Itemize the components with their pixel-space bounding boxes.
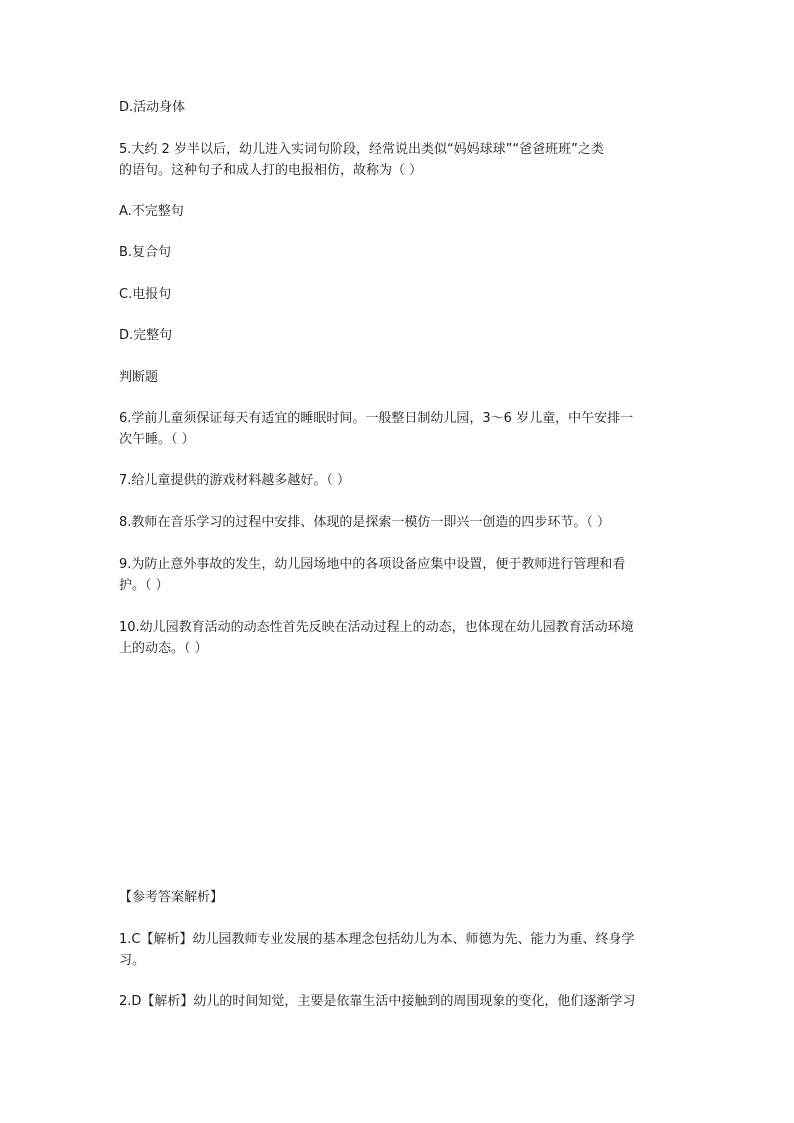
question-10 bbox=[119, 617, 675, 659]
question-6-line-2: 次午睡。（ ） bbox=[119, 432, 195, 447]
answer-2-line-1: 2.D【解析】幼儿的时间知觉，主要是依靠生活中接触到的周围现象的变化，他们逐渐学习 bbox=[119, 994, 636, 1009]
answer-1 bbox=[119, 929, 675, 971]
answers-heading: 【参考答案解析】 bbox=[119, 890, 224, 905]
question-9-line-1: 9.为防止意外事故的发生，幼儿园场地中的各项设备应集中设置，便于教师进行管理和看 bbox=[119, 557, 626, 572]
question-8: 8.教师在音乐学习的过程中安排、体现的是探索一模仿一即兴一创造的四步环节。（ ） bbox=[119, 515, 611, 530]
answer-1-line-2: 习。 bbox=[119, 953, 146, 968]
question-6 bbox=[119, 408, 675, 450]
question-5-line-2: 的语句。这种句子和成人打的电报相仿，故称为（ ） bbox=[119, 163, 423, 178]
answer-2 bbox=[119, 991, 675, 1012]
q5-option-c: C.电报句 bbox=[119, 287, 172, 302]
question-5-line-1: 5.大约 2 岁半以后，幼儿进入实词句阶段，经常说出类似“妈妈球球”“爸爸班班”之类 bbox=[119, 142, 604, 157]
section-heading-judgment: 判断题 bbox=[119, 370, 159, 385]
question-6-line-1: 6.学前儿童须保证每天有适宜的睡眠时间。一般整日制幼儿园，3～6 岁儿童，中午安排一 bbox=[119, 411, 634, 426]
q4-option-d: D.活动身体 bbox=[119, 100, 186, 115]
q5-option-a: A.不完整句 bbox=[119, 204, 184, 219]
q5-option-b: B.复合句 bbox=[119, 245, 172, 260]
question-9 bbox=[119, 554, 675, 596]
question-9-line-2: 护。（ ） bbox=[119, 578, 169, 593]
q5-option-d: D.完整句 bbox=[119, 328, 173, 343]
answer-1-line-1: 1.C【解析】幼儿园教师专业发展的基本理念包括幼儿为本、师德为先、能力为重、终身学 bbox=[119, 932, 635, 947]
question-5 bbox=[119, 139, 675, 181]
question-10-line-1: 10.幼儿园教育活动的动态性首先反映在活动过程上的动态，也体现在幼儿园教育活动环境 bbox=[119, 620, 634, 635]
question-7: 7.给儿童提供的游戏材料越多越好。（ ） bbox=[119, 473, 351, 488]
question-10-line-2: 上的动态。（ ） bbox=[119, 641, 208, 656]
